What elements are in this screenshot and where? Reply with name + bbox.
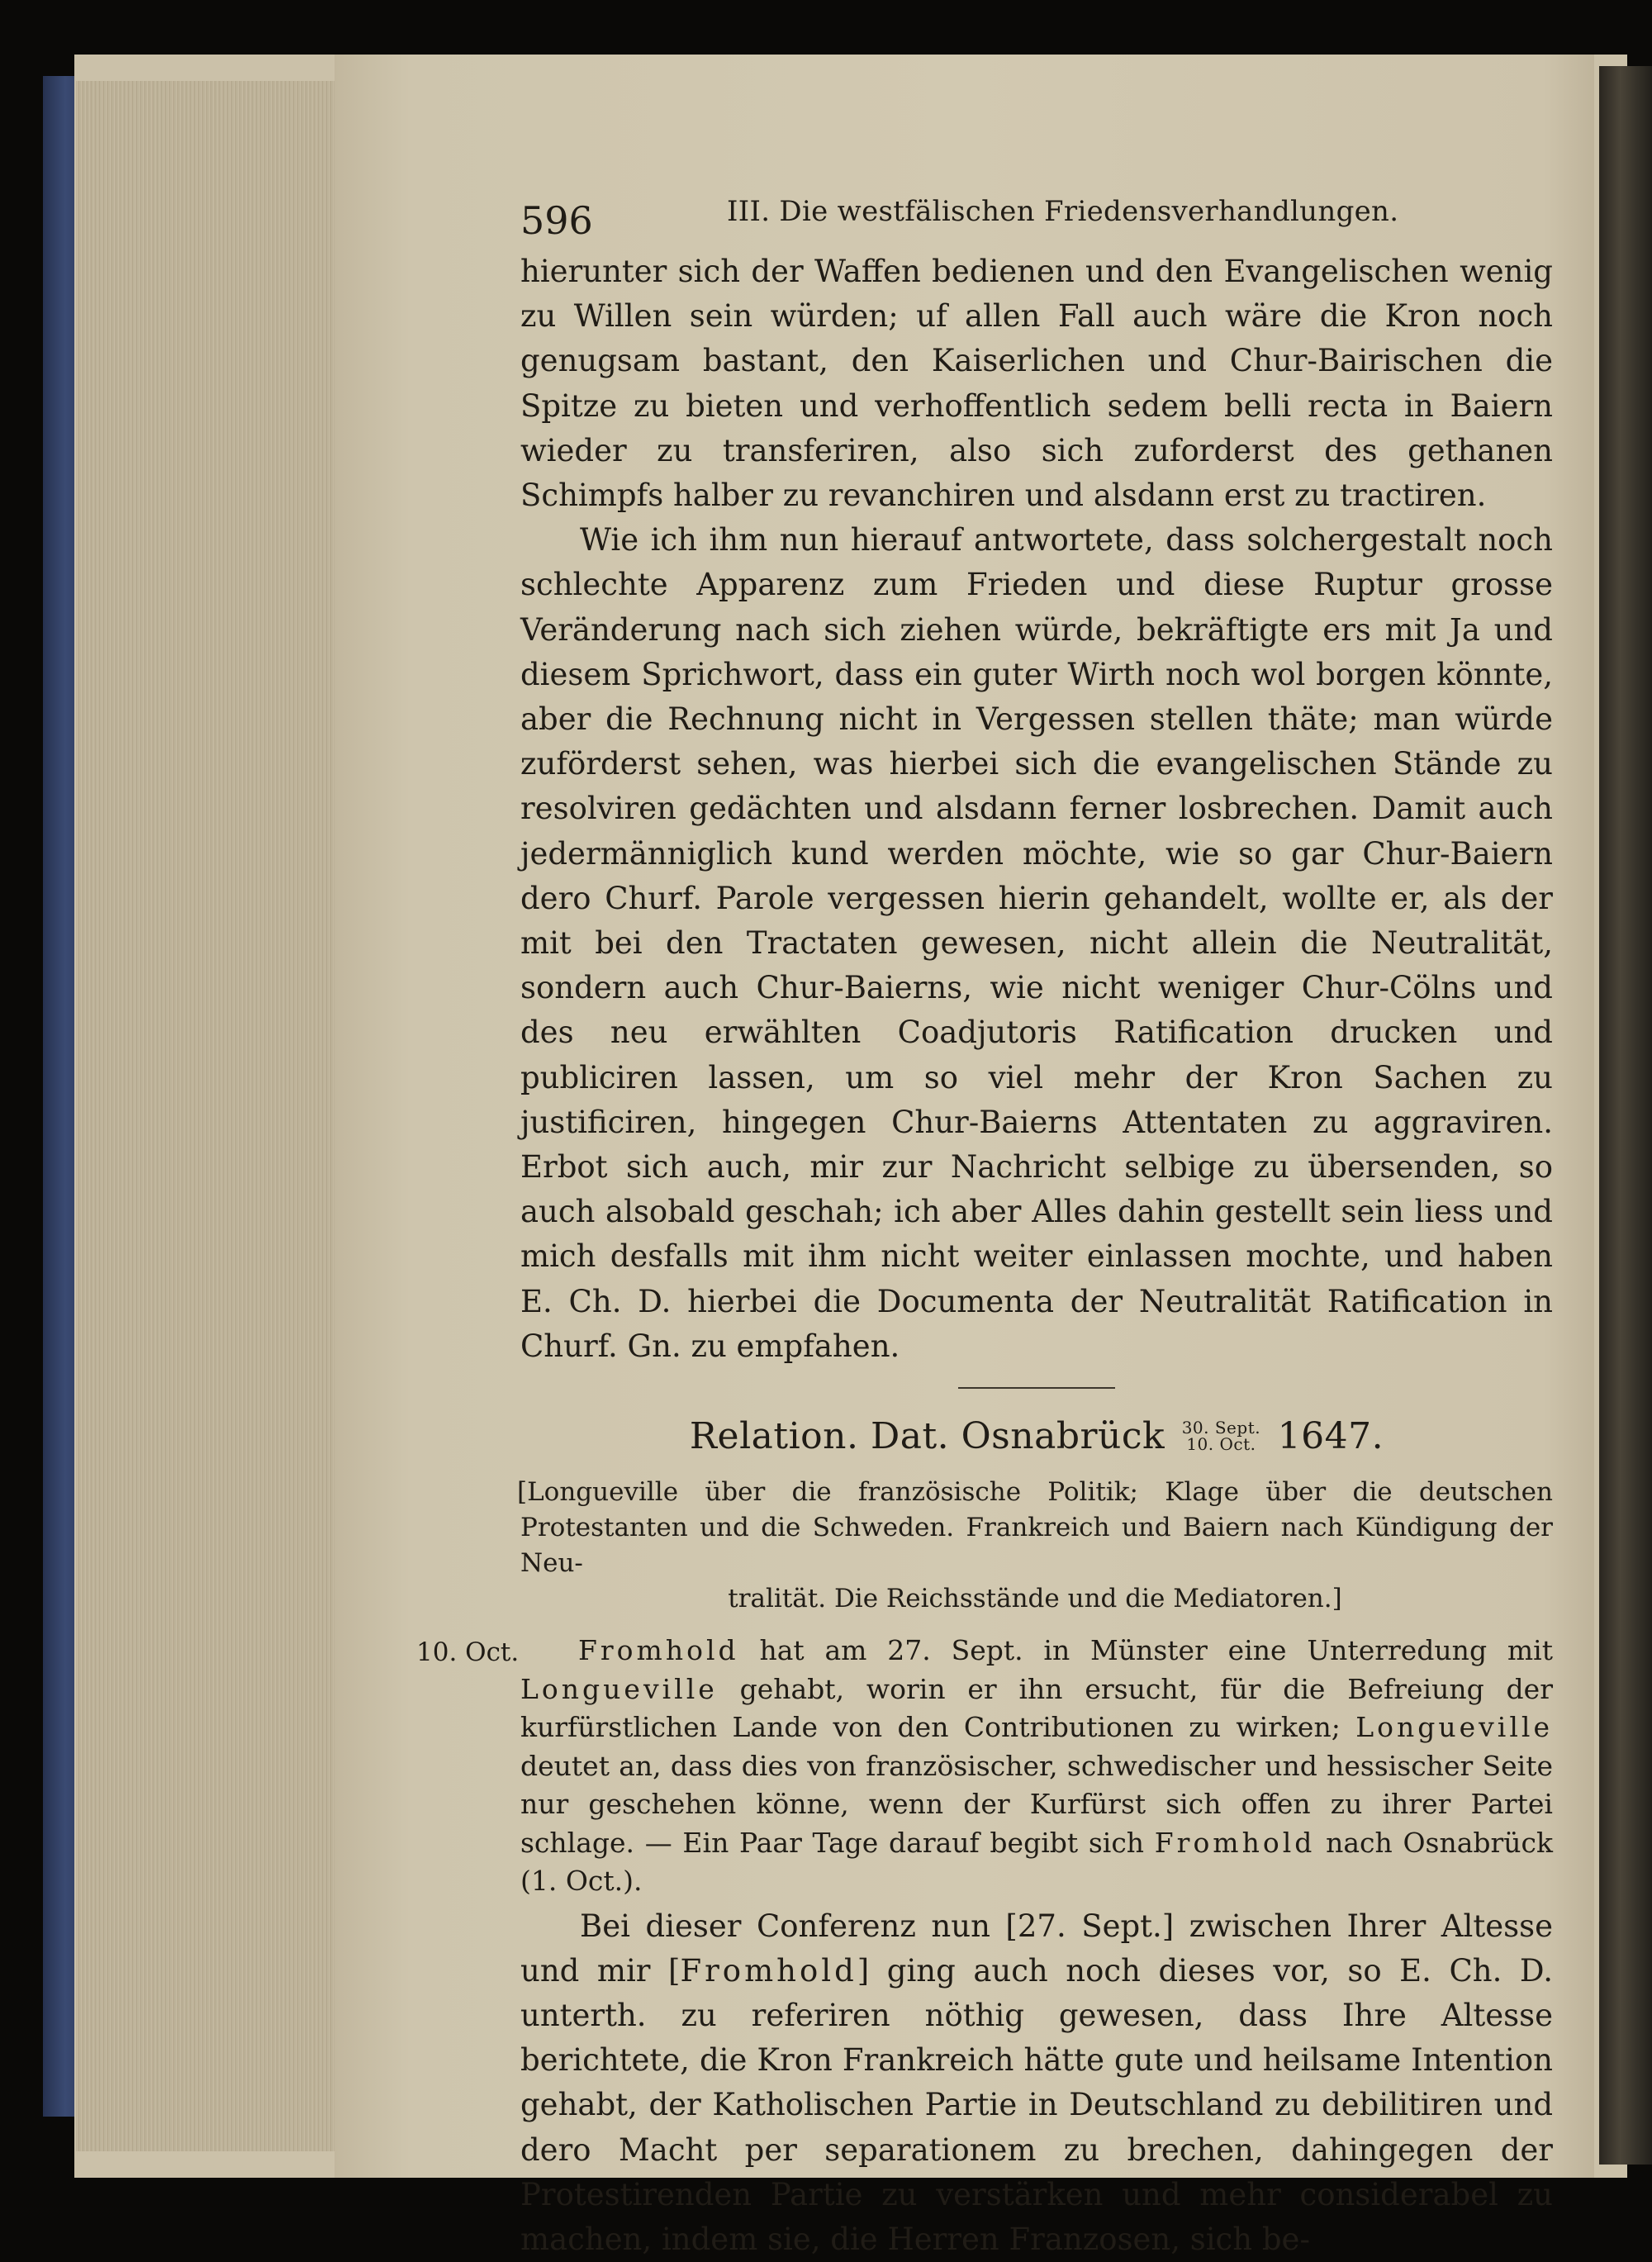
summary-line-1: [Longueville über die französische Politik; Klage über die deutschen Protestanten und die Schweden. Frankreich und Baiern nach Kündigung der Neu- [517, 1477, 1553, 1579]
section-summary [517, 1475, 1553, 1617]
heading-date-fraction [1182, 1419, 1260, 1452]
abstract-text: hat am 27. Sept. in Münster eine Unterredung mit [738, 1634, 1553, 1667]
paragraph-conference [520, 1904, 1553, 2262]
paragraph-text: Bei dieser Conferenz nun [27. Sept.] zwischen Ihrer Altesse und mir [ [520, 1908, 1553, 1989]
page-edges [76, 81, 339, 2151]
paragraph-continuation: hierunter sich der Waffen bedienen und den Evangelischen wenig zu Willen sein würden; uf allen Fall auch wäre die Kron noch genugsam bastant, den Kaiserlichen und Chur-Bairischen die Spitze zu bieten und verhoffentlich sedem belli recta in Baiern wieder zu transferiren, also sich zuforderst des gethanen Schimpfs halber zu revanchiren und alsdann erst zu tractiren. [520, 254, 1553, 514]
running-head [520, 192, 1553, 249]
date-old-style: 30. Sept. [1181, 1417, 1261, 1438]
person-name: Fromhold [578, 1634, 739, 1667]
person-name: Longueville [520, 1672, 718, 1705]
abstract-text: gehabt, worin er ihn ersucht, für die Befreiung der kurfürstlichen Lande von den Contributionen zu wirken; [520, 1672, 1553, 1744]
date-new-style: 10. Oct. [1186, 1433, 1256, 1454]
heading-year: 1647. [1277, 1415, 1384, 1458]
summary-line-2: tralität. Die Reichsstände und die Mediatoren.] [728, 1584, 1342, 1614]
paragraph-text: ] ging auch noch dieses vor, so E. Ch. D. unterth. zu referiren nöthig gewesen, dass Ihre Altesse berichtete, die Kron Frankreich hätte gute und heilsame Intention gehabt, der Katholischen Partie in Deutschland zu debilitiren und dero Macht per separationem zu brechen, dahingegen der Protestirenden Partie zu verstärken und mehr considerabel zu machen, indem sie, die Herren Franzosen, sich be- [520, 1952, 1553, 2257]
section-divider [958, 1387, 1115, 1389]
section-heading [520, 1410, 1553, 1463]
editor-abstract [416, 1632, 1554, 1901]
person-name: Longueville [1355, 1711, 1553, 1744]
margin-date: 10. Oct. [416, 1637, 520, 1668]
heading-title: Relation. Dat. Osnabrück [689, 1415, 1165, 1458]
page-number: 596 [520, 198, 593, 243]
paragraph-reply: Wie ich ihm nun hierauf antwortete, dass solchergestalt noch schlechte Apparenz zum Frieden und diese Ruptur grosse Veränderung nach sich ziehen würde, bekräftigte ers mit Ja und diesem Sprichwort, dass ein guter Wirth noch wol borgen könnte, aber die Rechnung nicht in Vergessen stellen thäte; man würde zuförderst sehen, was hierbei sich die evangelischen Stände zu resolviren gedächten und alsdann ferner losbrechen. Damit auch jedermänniglich kund werden möchte, wie so gar Chur-Baiern dero Churf. Parole vergessen hierin gehandelt, wollte er, als der mit bei den Tractaten gewesen, nicht allein die Neutralität, sondern auch Chur-Baierns, wie nicht weniger Chur-Cölns und des neu erwählten Coadjutoris Ratification drucken und publiciren lassen, um so viel mehr der Kron Sachen zu justificiren, hingegen Chur-Baierns Attentaten zu aggraviren. Erbot sich auch, mir zur Nachricht selbige zu übersenden, so auch alsobald geschah; ich aber Alles dahin gestellt sein liess und mich desfalls mit ihm nicht weiter einlassen mochte, und haben E. Ch. D. hierbei die Documenta der Neutralität Ratification in Churf. Gn. zu empfahen. [520, 522, 1553, 1364]
abstract-text: deutet an, dass dies von französischer, schwedischer und hessischer Seite nur geschehen könne, wenn der Kurfürst sich offen zu ihrer Partei schlage. — Ein Paar Tage darauf begibt sich [520, 1749, 1553, 1859]
abstract-text: nach Osnabrück (1. Oct.). [520, 1826, 1554, 1898]
text-block [416, 192, 1554, 2262]
person-name: Fromhold [1154, 1826, 1316, 1859]
book-gutter [1599, 66, 1652, 2165]
person-name: Fromhold [680, 1952, 857, 1989]
running-title: III. Die westfälischen Friedensverhandlungen. [727, 195, 1399, 228]
